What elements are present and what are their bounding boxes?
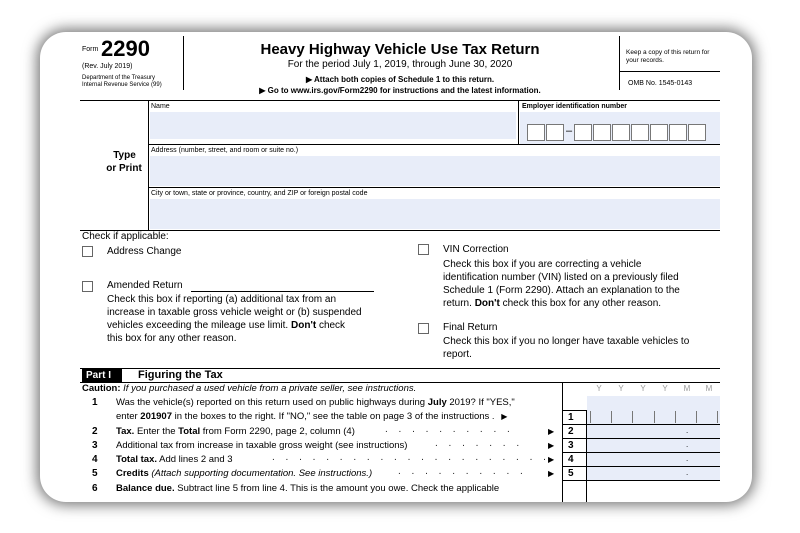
ein-boxes [527, 124, 706, 141]
final-return-label: Final Return [443, 322, 498, 333]
ein-digit[interactable] [688, 124, 706, 141]
line1-text-a: Was the vehicle(s) reported on this return used on public highways during July 2019? If "YES," [116, 397, 515, 408]
date-col-y2: Y [618, 384, 624, 393]
line1-date-boxes [590, 411, 718, 423]
ein-digit[interactable] [650, 124, 668, 141]
amended-desc-2: increase in taxable gross vehicle weight or (b) suspended [107, 307, 362, 318]
decimal-point: . [686, 440, 689, 449]
line3-text: Additional tax from increase in taxable gross weight (see instructions) [116, 440, 408, 451]
amended-desc-3: vehicles exceeding the mileage use limit. Don't check [107, 320, 346, 331]
vin-desc-3: Schedule 1 (Form 2290). Attach an explanation to the [443, 285, 680, 296]
line2-text: Tax. Enter the Total from Form 2290, page 2, column (4) [116, 426, 355, 437]
amended-return-label: Amended Return [107, 280, 183, 291]
form-number: 2290 [101, 36, 150, 61]
box-5: 5 [568, 468, 574, 479]
address-input[interactable] [150, 156, 720, 186]
address-change-checkbox[interactable] [82, 246, 93, 257]
decimal-point: . [686, 426, 689, 435]
ein-digit[interactable] [546, 124, 564, 141]
form-word: Form [82, 46, 99, 53]
box-3: 3 [568, 440, 574, 451]
ein-digit[interactable] [527, 124, 545, 141]
ein-digit[interactable] [593, 124, 611, 141]
arrow-icon: ▶ [548, 427, 555, 436]
date-box[interactable] [654, 411, 675, 423]
date-header [588, 384, 720, 393]
arrow-icon: ▶ [501, 412, 508, 421]
ein-digit[interactable] [631, 124, 649, 141]
irs-service: Internal Revenue Service (99) [82, 82, 162, 88]
vin-desc-1: Check this box if you are correcting a vehicle [443, 259, 642, 270]
omb-number: OMB No. 1545-0143 [628, 80, 693, 87]
amended-return-line[interactable] [191, 289, 374, 292]
dot-leader: . . . . . . . [435, 438, 524, 449]
line1-num: 1 [92, 397, 98, 408]
box-4: 4 [568, 454, 574, 465]
date-col-m2: M [705, 384, 713, 393]
vin-desc-2: identification number (VIN) listed on a previously filed [443, 272, 679, 283]
final-desc-1: Check this box if you no longer have taxable vehicles to [443, 336, 690, 347]
part-label: Part I [82, 369, 122, 382]
date-box[interactable] [696, 411, 718, 423]
date-box[interactable] [611, 411, 632, 423]
dot-leader: . . . . . . . . . . [398, 466, 527, 477]
decimal-point: . [686, 454, 689, 463]
line2-num: 2 [92, 426, 98, 437]
line3-num: 3 [92, 440, 98, 451]
box-2: 2 [568, 426, 574, 437]
line5-amount[interactable] [587, 467, 720, 480]
line1-text-b: enter 201907 in the boxes to the right. If "NO," see the table on page 3 of the instructions . ▶ [116, 411, 508, 422]
ein-digit[interactable] [574, 124, 592, 141]
dot-leader: . . . . . . . . . . . . . . . . . . . . . [272, 452, 550, 463]
line6-num: 6 [92, 483, 98, 494]
name-input[interactable] [150, 112, 516, 139]
caution-note: Caution: If you purchased a used vehicle from a private seller, see instructions. [82, 383, 417, 394]
decimal-point: . [686, 468, 689, 477]
line5-num: 5 [92, 468, 98, 479]
date-col-y3: Y [640, 384, 646, 393]
box-1: 1 [568, 412, 574, 423]
department: Department of the Treasury [82, 75, 156, 81]
address-label: Address (number, street, and room or suite no.) [151, 147, 299, 154]
revision-date: (Rev. July 2019) [82, 63, 133, 70]
vin-desc-4: return. Don't check this box for any other reason. [443, 298, 662, 309]
arrow-icon: ▶ [548, 469, 555, 478]
tax-period: For the period July 1, 2019, through June 30, 2020 [287, 59, 513, 70]
ein-digit[interactable] [612, 124, 630, 141]
dot-leader: . . . . . . . . . . [385, 424, 514, 435]
final-return-checkbox[interactable] [418, 323, 429, 334]
vin-correction-label: VIN Correction [443, 244, 509, 255]
line6-text: Balance due. Subtract line 5 from line 4. This is the amount you owe. Check the applicable [116, 483, 500, 494]
form-card [40, 32, 752, 502]
part-title: Figuring the Tax [138, 369, 223, 381]
keep-copy-note: Keep a copy of this return for your records. [626, 49, 710, 64]
ein-dash: – [565, 125, 573, 137]
line3-amount[interactable] [587, 439, 720, 452]
city-input[interactable] [150, 199, 720, 229]
line2-amount[interactable] [587, 425, 720, 438]
ein-label: Employer identification number [522, 103, 628, 110]
date-box[interactable] [590, 411, 611, 423]
line4-num: 4 [92, 454, 98, 465]
amended-desc-1: Check this box if reporting (a) additional tax from an [107, 294, 336, 305]
date-box[interactable] [675, 411, 696, 423]
amended-return-checkbox[interactable] [82, 281, 93, 292]
line4-amount[interactable] [587, 453, 720, 466]
date-col-y4: Y [662, 384, 668, 393]
name-label: Name [151, 103, 170, 110]
or-print-label: or Print [106, 163, 142, 174]
final-desc-2: report. [443, 349, 472, 360]
amended-desc-4: this box for any other reason. [107, 333, 237, 344]
attach-note: ▶ Attach both copies of Schedule 1 to this return. [305, 75, 495, 84]
arrow-icon: ▶ [548, 455, 555, 464]
address-change-label: Address Change [107, 246, 182, 257]
check-if-applicable: Check if applicable: [82, 231, 169, 242]
line4-text: Total tax. Add lines 2 and 3 [116, 454, 233, 465]
ein-digit[interactable] [669, 124, 687, 141]
type-label: Type [113, 150, 136, 161]
vin-correction-checkbox[interactable] [418, 244, 429, 255]
date-col-m1: M [683, 384, 691, 393]
date-box[interactable] [632, 411, 653, 423]
arrow-icon: ▶ [548, 441, 555, 450]
line5-text: Credits (Attach supporting documentation. See instructions.) [116, 468, 373, 479]
form-title: Heavy Highway Vehicle Use Tax Return [260, 41, 540, 58]
city-label: City or town, state or province, country, and ZIP or foreign postal code [151, 190, 368, 197]
date-col-y1: Y [596, 384, 602, 393]
goto-note: ▶ Go to www.irs.gov/Form2290 for instructions and the latest information. [259, 86, 541, 95]
form-sheet [80, 32, 720, 502]
